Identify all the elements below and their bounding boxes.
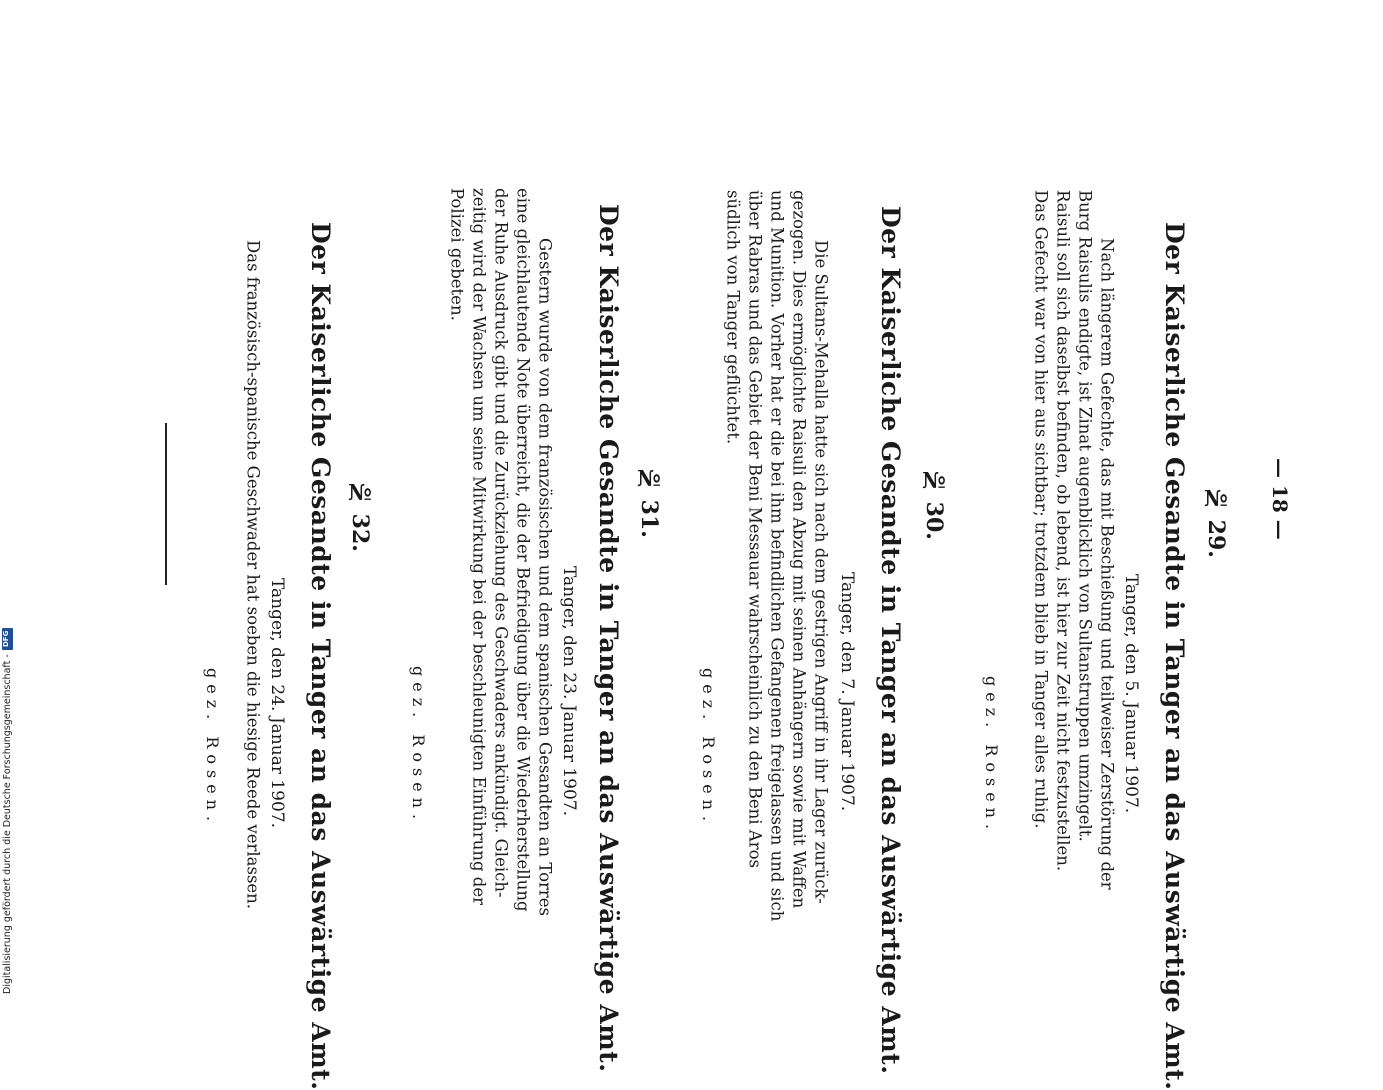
section-31-line-5: Polizei gebeten. [447, 188, 467, 321]
section-30-heading: Der Kaiserliche Gesandte in Tanger an das Auswärtige Amt. [876, 206, 905, 1075]
section-29-date: Tanger, den 5. Januar 1907. [1121, 574, 1141, 814]
section-29-line-3: Raisuli soll sich daselbst befinden, ob lebend, ist hier zur Zeit nicht festzustellen. [1053, 190, 1073, 872]
section-29-number: № 29. [1203, 486, 1229, 558]
section-29-heading: Der Kaiserliche Gesandte in Tanger an das Auswärtige Amt. [1160, 222, 1189, 1090]
digitization-footer [2, 606, 13, 994]
section-30-number: № 30. [921, 468, 947, 540]
section-30-line-2: gezogen. Dies ermöglichte Raisuli den Abzug mit seinen Anhängern sowie mit Waffen [789, 190, 809, 909]
section-32-heading: Der Kaiserliche Gesandte in Tanger an das Auswärtige Amt. [306, 222, 335, 1090]
section-30-line-3: und Munition. Vorher hat er die bei ihm befindlichen Gefangenen freigelassen und sich [767, 190, 787, 922]
section-32-signature: gez. Rosen. [203, 668, 222, 828]
section-31-line-2: eine gleichlautende Note überreicht, die der Befriedigung über die Wiederherstellung [513, 188, 533, 912]
section-31-heading: Der Kaiserliche Gesandte in Tanger an das Auswärtige Amt. [594, 204, 623, 1073]
section-31-line-4: zeitig wird der Wachsen um seine Mitwirkung bei der beschleunigten Einführung der [469, 188, 489, 905]
section-31-line-3: der Ruhe Ausdruck gibt und die Zurückziehung des Geschwaders ankündigt. Gleich- [491, 188, 511, 898]
section-31-number: № 31. [636, 466, 662, 538]
section-30-line-4: über Rabras und das Gebiet der Beni Messauar wahrscheinlich zu den Beni Aros [745, 190, 765, 868]
section-30-line-1: Die Sultans-Mehalla hatte sich nach dem gestrigen Angriff in ihr Lager zurück- [811, 240, 831, 904]
section-29-line-1: Nach längerem Gefechte, das mit Beschießung und teilweiser Zerstörung der [1097, 238, 1117, 890]
dfg-logo-icon: DFG [2, 628, 13, 650]
section-31-date: Tanger, den 23. Januar 1907. [559, 566, 579, 817]
section-31-signature: gez. Rosen. [409, 666, 428, 826]
section-29-line-2: Burg Raisulis endigte, ist Zinat augenblicklich von Sultanstruppen umzingelt. [1075, 190, 1095, 842]
section-32-line-1: Das französisch-spanische Geschwader hat soeben die hiesige Reede verlassen. [243, 240, 263, 910]
section-32-date: Tanger, den 24. Januar 1907. [267, 578, 287, 829]
closing-rule [165, 423, 167, 585]
section-30-date: Tanger, den 7. Januar 1907. [837, 572, 857, 812]
section-31-line-1: Gestern wurde von dem französischen und dem spanischen Gesandten an Torres [535, 238, 555, 917]
section-32-number: № 32. [347, 480, 373, 552]
footer-text: Digitalisierung gefördert durch die Deutsche Forschungsgemeinschaft - [2, 654, 13, 994]
section-29-line-4: Das Gefecht war von hier aus sichtbar; trotzdem blieb in Tanger alles ruhig. [1031, 190, 1051, 829]
section-29-signature: gez. Rosen. [982, 676, 1001, 836]
section-30-signature: gez. Rosen. [699, 668, 718, 828]
page-number: — 18 — [1268, 458, 1292, 540]
section-30-line-5: südlich von Tanger geflüchtet. [723, 190, 743, 445]
